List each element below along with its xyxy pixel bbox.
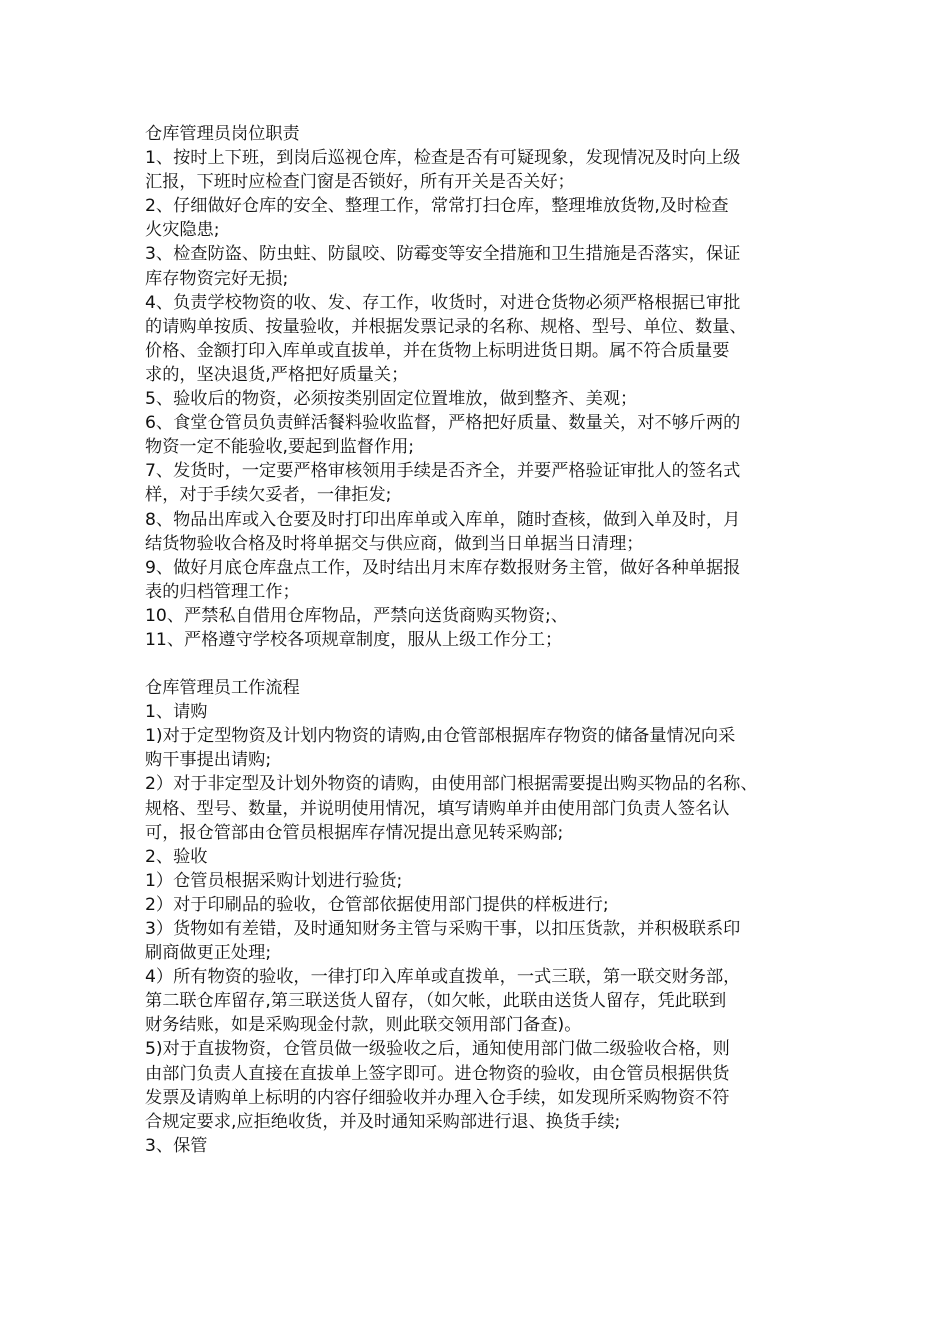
workflow-item bbox=[145, 965, 835, 1037]
text-line: 3、检查防盗、防虫蛀、防鼠咬、防霉变等安全措施和卫生措施是否落实，保证 bbox=[145, 244, 741, 265]
workflow-item bbox=[145, 724, 835, 772]
duty-item-8 bbox=[145, 508, 835, 556]
text-line: 8、物品出库或入仓要及时打印出库单或入库单，随时查核，做到入单及时，月 bbox=[145, 509, 741, 530]
text-line: 可，报仓管部由仓管员根据库存情况提出意见转采购部; bbox=[145, 822, 564, 843]
text-line: 发票及请购单上标明的内容仔细验收并办理入仓手续，如发现所采购物资不符 bbox=[145, 1087, 730, 1108]
section-spacer bbox=[145, 652, 835, 676]
text-line: 刷商做更正处理; bbox=[145, 943, 272, 964]
workflow-item bbox=[145, 917, 835, 965]
text-line: 3）货物如有差错，及时通知财务主管与采购干事，以扣压货款，并积极联系印 bbox=[145, 919, 741, 939]
duty-item-1 bbox=[145, 146, 835, 194]
text-line: 2、验收 bbox=[145, 846, 208, 867]
text-line: 汇报，下班时应检查门窗是否锁好，所有开关是否关好； bbox=[145, 172, 575, 193]
text-line: 2）对于印刷品的验收，仓管部依据使用部门提供的样板进行; bbox=[145, 894, 609, 915]
text-line: 9、做好月底仓库盘点工作，及时结出月末库存数报财务主管，做好各种单据报 bbox=[145, 557, 741, 578]
section-title: 仓库管理员工作流程 bbox=[145, 678, 300, 699]
text-line: 1)对于定型物资及计划内物资的请购,由仓管部根据库存物资的储备量情况向采 bbox=[145, 726, 736, 747]
section-job-duties bbox=[145, 122, 835, 652]
duty-item-2 bbox=[145, 194, 835, 242]
text-line: 表的归档管理工作； bbox=[145, 581, 300, 602]
text-line: 11、严格遵守学校各项规章制度，服从上级工作分工； bbox=[145, 629, 563, 650]
text-line: 的请购单按质、按量验收，并根据发票记录的名称、规格、型号、单位、数量、 bbox=[145, 316, 747, 337]
text-line: 1、按时上下班，到岗后巡视仓库，检查是否有可疑现象，发现情况及时向上级 bbox=[145, 148, 741, 169]
workflow-heading-storage bbox=[145, 1134, 835, 1158]
text-line: 库存物资完好无损; bbox=[145, 268, 289, 289]
duty-item-11 bbox=[145, 628, 835, 652]
text-line: 结货物验收合格及时将单据交与供应商，做到当日单据当日清理； bbox=[145, 533, 644, 554]
text-line: 7、发货时，一定要严格审核领用手续是否齐全，并要严格验证审批人的签名式 bbox=[145, 461, 741, 482]
text-line: 3、保管 bbox=[145, 1135, 208, 1156]
text-line: 火灾隐患; bbox=[145, 220, 220, 241]
text-line: 1）仓管员根据采购计划进行验货; bbox=[145, 870, 403, 891]
text-line: 2）对于非定型及计划外物资的请购，由使用部门根据需要提出购买物品的名称、 bbox=[145, 774, 758, 795]
text-line: 1、请购 bbox=[145, 702, 208, 723]
text-line: 4、负责学校物资的收、发、存工作，收货时，对进仓货物必须严格根据已审批 bbox=[145, 292, 741, 313]
workflow-item bbox=[145, 893, 835, 917]
text-line: 由部门负责人直接在直拔单上签字即可。进仓物资的验收，由仓管员根据供货 bbox=[145, 1063, 730, 1084]
section-title: 仓库管理员岗位职责 bbox=[145, 124, 300, 144]
duty-item-6 bbox=[145, 411, 835, 459]
text-line: 第二联仓库留存,第三联送货人留存，（如欠帐，此联由送货人留存，凭此联到 bbox=[145, 991, 727, 1012]
duty-item-7 bbox=[145, 459, 835, 507]
workflow-heading-inspection bbox=[145, 845, 835, 869]
duty-item-3 bbox=[145, 242, 835, 290]
text-line: 10、严禁私自借用仓库物品，严禁向送货商购买物资;、 bbox=[145, 605, 568, 626]
duty-item-5 bbox=[145, 387, 835, 411]
text-line: 规格、型号、数量，并说明使用情况，填写请购单并由使用部门负责人签名认 bbox=[145, 798, 730, 819]
duty-item-9 bbox=[145, 556, 835, 604]
text-line: 4）所有物资的验收，一律打印入库单或直拨单，一式三联，第一联交财务部， bbox=[145, 967, 741, 988]
text-line: 样，对于手续欠妥者，一律拒发; bbox=[145, 485, 392, 506]
text-line: 5)对于直拔物资，仓管员做一级验收之后，通知使用部门做二级验收合格，则 bbox=[145, 1039, 730, 1060]
text-line: 购干事提出请购; bbox=[145, 750, 272, 771]
document-body bbox=[145, 122, 835, 1158]
text-line: 6、食堂仓管员负责鲜活餐料验收监督，严格把好质量、数量关，对不够斤两的 bbox=[145, 413, 741, 434]
text-line: 物资一定不能验收,要起到监督作用; bbox=[145, 437, 415, 458]
workflow-item bbox=[145, 869, 835, 893]
text-line: 5、验收后的物资，必须按类别固定位置堆放，做到整齐、美观； bbox=[145, 389, 638, 410]
workflow-heading-purchase-request bbox=[145, 700, 835, 724]
workflow-item bbox=[145, 772, 835, 844]
workflow-item bbox=[145, 1037, 835, 1133]
text-line: 求的，坚决退货,严格把好质量关； bbox=[145, 364, 409, 385]
duty-item-4 bbox=[145, 291, 835, 387]
text-line: 财务结账，如是采购现金付款，则此联交领用部门备查)。 bbox=[145, 1015, 582, 1036]
text-line: 2、仔细做好仓库的安全、整理工作，常常打扫仓库，整理堆放货物,及时检查 bbox=[145, 196, 729, 217]
duty-item-10 bbox=[145, 604, 835, 628]
text-line: 合规定要求,应拒绝收货，并及时通知采购部进行退、换货手续; bbox=[145, 1111, 621, 1132]
section-workflow bbox=[145, 676, 835, 1158]
text-line: 价格、金额打印入库单或直拔单，并在货物上标明进货日期。属不符合质量要 bbox=[145, 340, 730, 361]
